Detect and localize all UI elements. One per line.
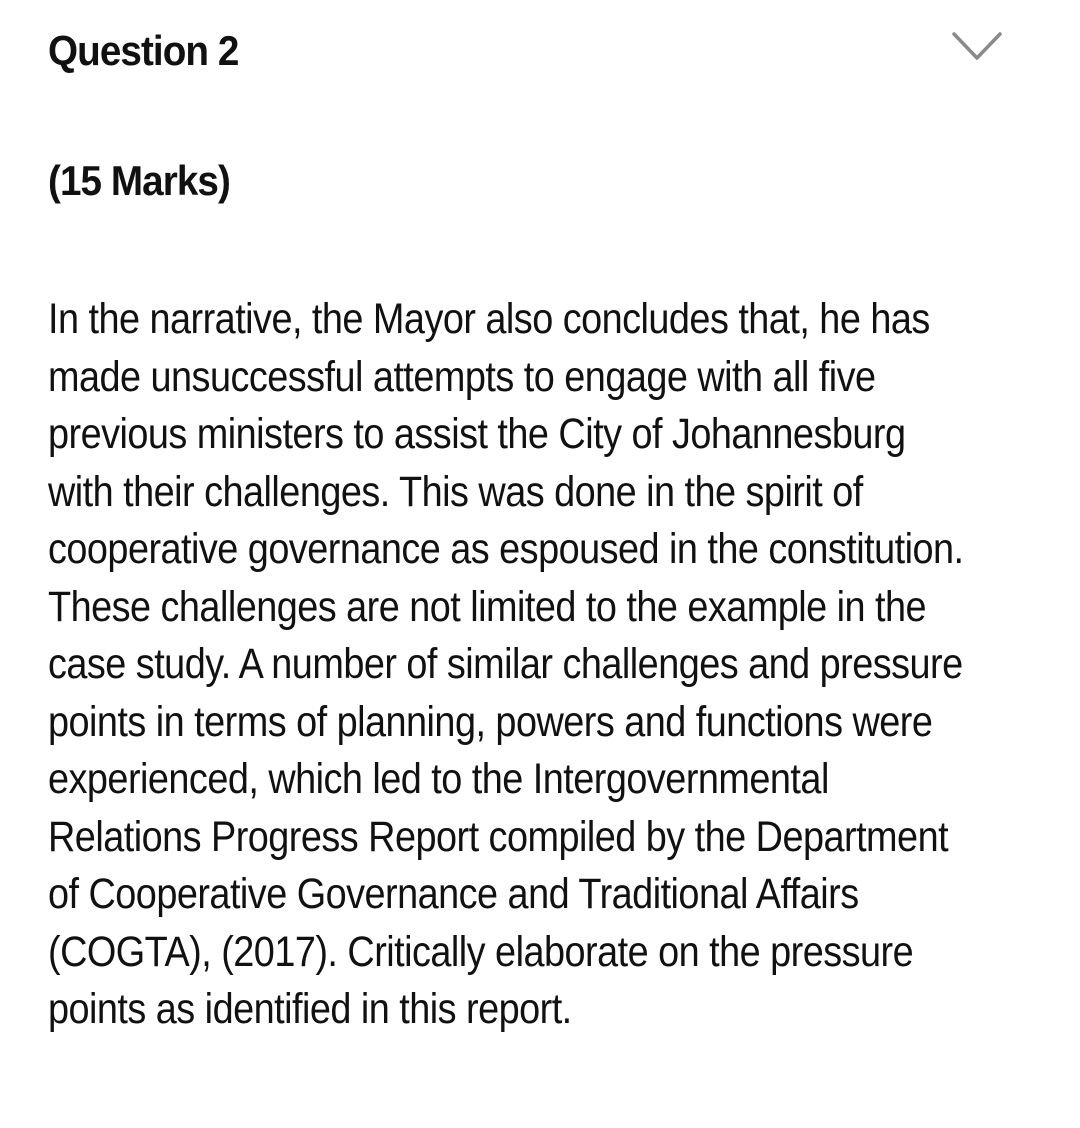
- question-marks: (15 Marks): [48, 157, 230, 204]
- question-body-line: case study. A number of similar challenges and pressure: [48, 640, 963, 688]
- question-body-line: points as identified in this report.: [48, 985, 572, 1033]
- question-title: Question 2: [48, 27, 239, 74]
- question-body-line: of Cooperative Governance and Traditional Affairs: [48, 870, 859, 918]
- question-body: [48, 291, 998, 1039]
- question-body-line: with their challenges. This was done in the spirit of: [48, 467, 863, 516]
- question-body-line: Relations Progress Report compiled by the Department: [48, 812, 949, 861]
- question-body-line: previous ministers to assist the City of Johannesburg: [48, 410, 906, 458]
- question-body-line: made unsuccessful attempts to engage with all five: [48, 352, 876, 401]
- chevron-down-icon[interactable]: [946, 22, 1008, 72]
- question-body-line: In the narrative, the Mayor also concludes that, he has: [48, 295, 930, 343]
- question-header[interactable]: [48, 22, 1008, 82]
- question-body-line: (COGTA), (2017). Critically elaborate on the pressure: [48, 927, 914, 976]
- question-body-line: experienced, which led to the Intergovernmental: [48, 755, 829, 803]
- question-body-line: points in terms of planning, powers and functions were: [48, 697, 933, 746]
- question-body-line: These challenges are not limited to the example in the: [48, 582, 927, 631]
- question-body-line: cooperative governance as espoused in the constitution.: [48, 525, 964, 573]
